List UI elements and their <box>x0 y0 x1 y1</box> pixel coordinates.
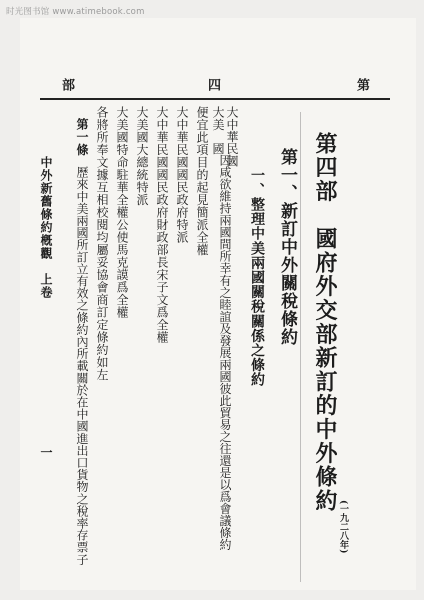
body-line-4: 便宜此項目的起見簡派全權 <box>195 106 209 256</box>
section-title: 第一、新訂中外關稅條約 <box>277 148 297 346</box>
body-line-1: 大中華民國 <box>225 106 239 167</box>
body-line-8: 大美國特命駐華全權公使馬克謨爲全權 <box>115 106 129 319</box>
body-line-5: 大中華民國國民政府特派 <box>175 106 189 244</box>
body-line-2: 大美 國 <box>211 106 225 155</box>
column-divider-right <box>300 112 301 582</box>
header-center-char: 四 <box>205 78 220 91</box>
body-line-7: 大美國大總統特派 <box>135 106 149 206</box>
article-label: 第一條 <box>75 118 89 156</box>
footer-book-title: 中外新舊條約槪觀 上卷 <box>39 156 53 299</box>
body-line-3: 因咸欲維持兩國間所幸有之睦誼及發展兩國彼此貿易之往還是以爲會議條約 <box>218 154 232 551</box>
body-line-6: 大中華民國國民政府財政部長宋子文爲全權 <box>155 106 169 344</box>
footer-page-number: 一 <box>39 446 53 458</box>
header-right-char: 第 <box>354 78 369 91</box>
subsection-title: 一、整理中美兩國關稅關係之條約 <box>249 168 265 387</box>
article-text: 歷來中美兩國所訂立有效之條約內所載關於在中國進出口貨物之稅率存票子 <box>75 166 89 566</box>
body-line-9: 各將所奉文據互相校閱均屬妥協會商訂定條約如左 <box>95 106 109 381</box>
chapter-year: (一九二八年) <box>338 500 348 554</box>
watermark-text: 时光图书馆 www.atimebook.com <box>6 7 145 17</box>
header-left-char: 部 <box>59 78 74 91</box>
chapter-title: 第四部 國府外交部新訂的中外條約 <box>312 132 338 513</box>
header-rule <box>40 98 390 100</box>
